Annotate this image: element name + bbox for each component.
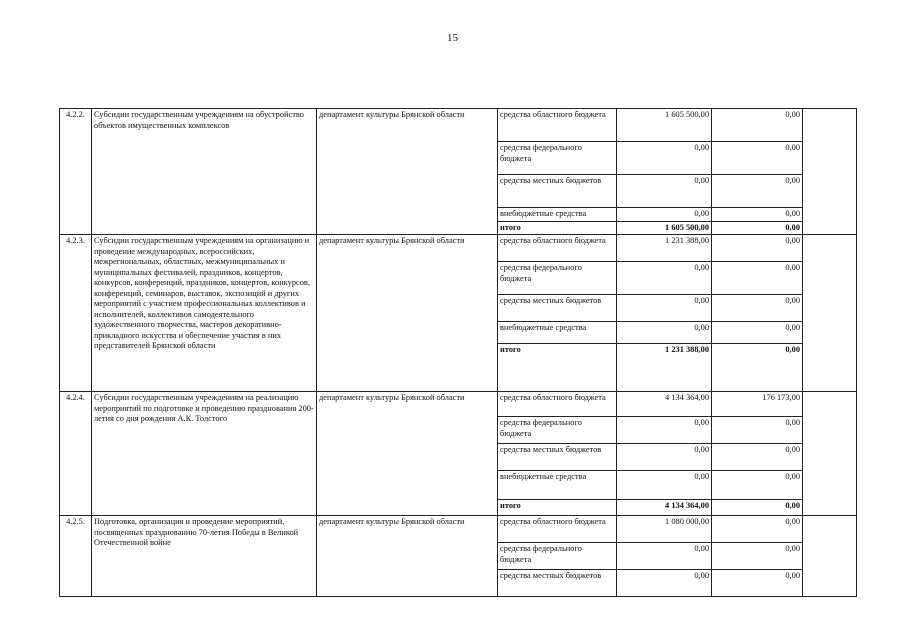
source-label: итого	[498, 500, 617, 516]
table-row	[60, 235, 857, 262]
value-1: 0,00	[617, 262, 712, 295]
row-name: Подготовка, организация и проведение мероприятий, посвященных празднованию 70-летия Победы в Великой Отечественной войне	[92, 516, 317, 597]
value-2: 0,00	[712, 444, 803, 471]
value-1: 1 231 388,00	[617, 344, 712, 392]
value-2: 0,00	[712, 322, 803, 344]
row-executor: департамент культуры Брянской области	[317, 516, 498, 597]
source-label: средства областного бюджета	[498, 235, 617, 262]
row-code: 4.2.5.	[60, 516, 92, 597]
empty-cell	[803, 109, 857, 235]
value-2: 176 173,00	[712, 392, 803, 417]
value-2: 0,00	[712, 262, 803, 295]
value-1: 0,00	[617, 570, 712, 597]
value-2: 0,00	[712, 471, 803, 500]
value-2: 0,00	[712, 109, 803, 142]
row-name: Субсидии государственным учреждениям на реализацию мероприятий по подготовке и проведению празднования 200-летия со дня рождения А.К. Толстого	[92, 392, 317, 516]
source-label: средства областного бюджета	[498, 392, 617, 417]
value-1: 0,00	[617, 208, 712, 222]
value-1: 0,00	[617, 175, 712, 208]
source-label: внебюджетные средства	[498, 322, 617, 344]
value-1: 0,00	[617, 471, 712, 500]
source-label: итого	[498, 221, 617, 235]
value-1: 4 134 364,00	[617, 392, 712, 417]
value-2: 0,00	[712, 500, 803, 516]
source-label: средства местных бюджетов	[498, 295, 617, 322]
value-1: 0,00	[617, 295, 712, 322]
row-code: 4.2.3.	[60, 235, 92, 392]
table-row	[60, 109, 857, 142]
page-number: 15	[447, 32, 458, 44]
row-code: 4.2.2.	[60, 109, 92, 235]
value-1: 0,00	[617, 444, 712, 471]
row-executor: департамент культуры Брянской области	[317, 109, 498, 235]
source-label: средства федерального бюджета	[498, 417, 617, 444]
row-executor: департамент культуры Брянской области	[317, 392, 498, 516]
value-2: 0,00	[712, 543, 803, 570]
value-2: 0,00	[712, 570, 803, 597]
value-1: 0,00	[617, 142, 712, 175]
empty-cell	[803, 516, 857, 597]
table-row	[60, 516, 857, 543]
empty-cell	[803, 392, 857, 516]
value-1: 4 134 364,00	[617, 500, 712, 516]
value-2: 0,00	[712, 221, 803, 235]
source-label: средства федерального бюджета	[498, 262, 617, 295]
source-label: средства областного бюджета	[498, 516, 617, 543]
value-1: 1 605 500,00	[617, 221, 712, 235]
row-name: Субсидии государственным учреждениям на обустройство объектов имущественных комплексов	[92, 109, 317, 235]
row-name: Субсидии государственным учреждениям на организацию и проведение международных, всероссийских, межрегиональных, областных, межмуниципальных и муниципальных фестивалей, праздников, концертов, конкурсов, конференций, праздников, концертов, конкурсов, конференций, семинаров, выставок, экспозиций и других мероприятий с участием профессиональных коллективов и исполнителей, коллективов самодеятельного художественного творчества, мастеров декоративно-прикладного искусства и обеспечение участия в них представителей Брянской области	[92, 235, 317, 392]
value-2: 0,00	[712, 142, 803, 175]
value-1: 0,00	[617, 322, 712, 344]
source-label: средства местных бюджетов	[498, 175, 617, 208]
value-2: 0,00	[712, 344, 803, 392]
value-1: 0,00	[617, 417, 712, 444]
row-executor: департамент культуры Брянской области	[317, 235, 498, 392]
value-2: 0,00	[712, 175, 803, 208]
row-code: 4.2.4.	[60, 392, 92, 516]
source-label: средства местных бюджетов	[498, 444, 617, 471]
value-2: 0,00	[712, 516, 803, 543]
source-label: внебюджетные средства	[498, 471, 617, 500]
value-2: 0,00	[712, 417, 803, 444]
budget-table	[59, 108, 857, 597]
value-2: 0,00	[712, 235, 803, 262]
table-row	[60, 392, 857, 417]
value-1: 1 605 500,00	[617, 109, 712, 142]
source-label: средства областного бюджета	[498, 109, 617, 142]
source-label: итого	[498, 344, 617, 392]
source-label: средства федерального бюджета	[498, 142, 617, 175]
source-label: внебюджетные средства	[498, 208, 617, 222]
value-2: 0,00	[712, 208, 803, 222]
source-label: средства федерального бюджета	[498, 543, 617, 570]
empty-cell	[803, 235, 857, 392]
value-2: 0,00	[712, 295, 803, 322]
value-1: 1 080 000,00	[617, 516, 712, 543]
value-1: 0,00	[617, 543, 712, 570]
value-1: 1 231 388,00	[617, 235, 712, 262]
source-label: средства местных бюджетов	[498, 570, 617, 597]
